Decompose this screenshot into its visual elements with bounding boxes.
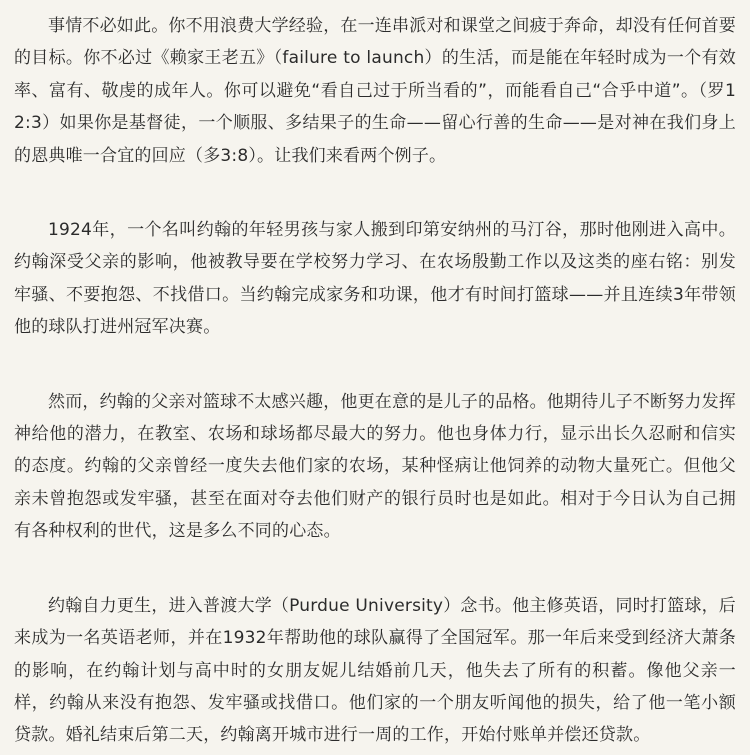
paragraph-2: 1924年，一个名叫约翰的年轻男孩与家人搬到印第安纳州的马汀谷，那时他刚进入高中。约翰深受父亲的影响，他被教导要在学校努力学习、在农场殷勤工作以及这类的座右铭：别发牢骚、不要抱怨、不找借口。当约翰完成家务和功课，他才有时间打篮球——并且连续3年带领他的球队打进州冠军决赛。 [14, 220, 736, 338]
paragraph-1: 事情不必如此。你不用浪费大学经验，在一连串派对和课堂之间疲于奔命，却没有任何首要的目标。你不必过《赖家王老五》（failure to launch）的生活，而是能在年轻时成为一个有效率、富有、敬虔的成年人。你可以避免“看自己过于所当看的”，而能看自己“合乎中道”。（罗12:3）如果你是基督徒，一个顺服、多结果子的生命——留心行善的生命——是对神在我们身上的恩典唯一合宜的回应（多3:8）。让我们来看两个例子。 [14, 16, 736, 166]
paragraph-3: 然而，约翰的父亲对篮球不太感兴趣，他更在意的是儿子的品格。他期待儿子不断努力发挥神给他的潜力，在教室、农场和球场都尽最大的努力。他也身体力行，显示出长久忍耐和信实的态度。约翰的父亲曾经一度失去他们家的农场，某种怪病让他饲养的动物大量死亡。但他父亲未曾抱怨或发牢骚，甚至在面对夺去他们财产的银行员时也是如此。相对于今日认为自己拥有各种权利的世代，这是多么不同的心态。 [14, 391, 736, 542]
paragraph-4: 约翰自力更生，进入普渡大学（Purdue University）念书。他主修英语，同时打篮球，后来成为一名英语老师，并在1932年帮助他的球队赢得了全国冠军。那一年后来受到经济大萧条的影响，在约翰计划与高中时的女朋友妮儿结婚前几天，他失去了所有的积蓄。像他父亲一样，约翰从来没有抱怨、发牢骚或找借口。他们家的一个朋友听闻他的损失，给了他一笔小额贷款。婚礼结束后第二天，约翰离开城市进行一周的工作，开始付账单并偿还贷款。 [14, 595, 736, 746]
